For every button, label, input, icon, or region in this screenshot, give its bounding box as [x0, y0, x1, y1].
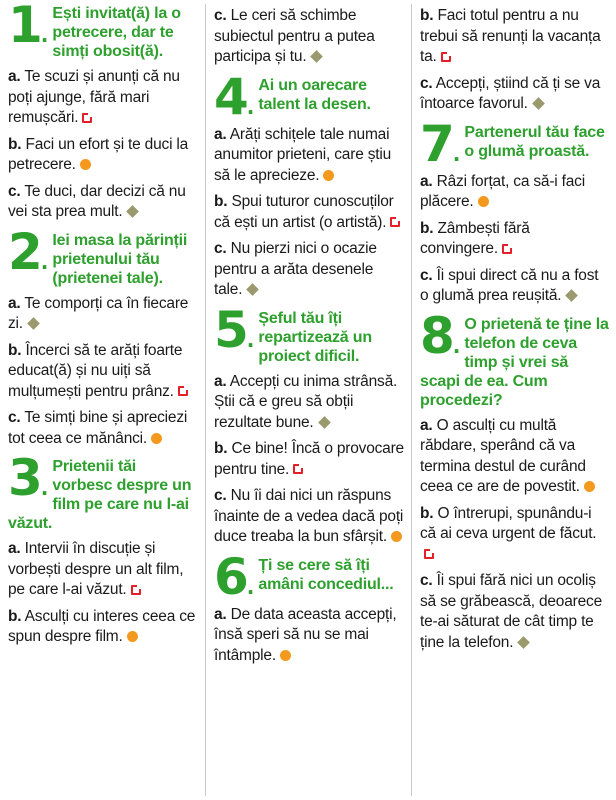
- orange-circle-icon: [323, 170, 334, 181]
- question-heading: [420, 114, 610, 173]
- question-3-continued: [214, 6, 404, 68]
- question-7: [420, 114, 610, 307]
- question-number: 1.: [8, 0, 49, 54]
- column-divider: [411, 4, 412, 796]
- olive-diamond-icon: [246, 284, 259, 297]
- question-number: 5.: [214, 300, 255, 359]
- question-title: Ți se cere să îți amâni concediul...: [258, 556, 394, 593]
- question-6: [214, 547, 404, 667]
- olive-diamond-icon: [27, 318, 40, 331]
- question-title: Prietenii tăi vorbesc despre un film pe care nu l-ai văzut.: [8, 458, 192, 532]
- question-3: [8, 449, 196, 648]
- question-number: 4.: [214, 67, 255, 126]
- answer-option[interactable]: c. Nu pierzi nici o ocazie pentru a arăta desenele tale.: [214, 240, 377, 298]
- answer-option[interactable]: c. Îi spui fără nici un ocoliș să se grăbească, deoarece te-ai săturat de cât timp te ține la telefon.: [420, 572, 602, 651]
- orange-circle-icon: [478, 196, 489, 207]
- answer-option[interactable]: b. Faci totul pentru a nu trebui să renunți la vacanța ta.: [420, 7, 601, 65]
- question-8: [420, 306, 610, 654]
- red-square-icon: [82, 113, 92, 123]
- olive-diamond-icon: [127, 206, 140, 219]
- red-square-icon: [293, 464, 303, 474]
- olive-diamond-icon: [532, 98, 545, 111]
- question-number: 3.: [8, 449, 49, 507]
- question-title: Ai un oarecare talent la desen.: [258, 76, 371, 113]
- question-title: O prietenă te ține la telefon de ceva timp și vrei să scapi de ea. Cum procedezi?: [420, 315, 609, 409]
- question-number: 8.: [420, 306, 461, 365]
- question-6-continued: [420, 6, 610, 115]
- answer-option[interactable]: b. Asculți cu interes ceea ce spun despre film.: [8, 607, 196, 645]
- answer-option[interactable]: c. Nu îi dai nici un răspuns înainte de a vedea dacă poți duce treaba la bun sfârșit.: [214, 487, 404, 545]
- question-title: Iei masa la părinții prietenului tău (prietenei tale).: [52, 231, 188, 287]
- question-title: Ești invitat(ă) la o petrecere, dar te simți obosit(ă).: [52, 5, 181, 60]
- answer-option[interactable]: c. Te simți bine și apreciezi tot ceea ce mănânci.: [8, 409, 188, 447]
- question-heading: [8, 449, 196, 533]
- column-1: [8, 0, 196, 656]
- question-number: 7.: [420, 114, 461, 173]
- answer-option[interactable]: a. Râzi forțat, ca să-i faci plăcere.: [420, 172, 585, 210]
- red-square-icon: [441, 52, 451, 62]
- question-5: [214, 300, 404, 548]
- answer-option[interactable]: b. Spui tuturor cunoscuților că ești un artist (o artistă).: [214, 192, 404, 233]
- orange-circle-icon: [280, 650, 291, 661]
- question-title: Partenerul tău face o glumă proastă.: [464, 123, 605, 160]
- column-divider: [205, 4, 206, 796]
- answer-option[interactable]: c. Te duci, dar decizi că nu vei sta prea mult.: [8, 182, 186, 220]
- question-heading: [420, 306, 610, 410]
- question-heading: [8, 0, 196, 61]
- answer-option[interactable]: a. Accepți cu inima strânsă. Știi că e greu să obții rezultate bune.: [214, 372, 398, 431]
- question-4: [214, 67, 404, 301]
- answer-option[interactable]: b. Încerci să te arăți foarte educat(ă) și nu uiți să mulțumești pentru prânz.: [8, 341, 196, 403]
- answer-option[interactable]: a. O asculți cu multă răbdare, sperând că va termina destul de curând ceea ce are de povestit.: [420, 416, 610, 498]
- red-square-icon: [178, 386, 188, 396]
- red-square-icon: [424, 549, 434, 559]
- column-2: [214, 4, 404, 674]
- answer-option[interactable]: c. Le ceri să schimbe subiectul pentru a putea participa și tu.: [214, 7, 375, 65]
- orange-circle-icon: [127, 631, 138, 642]
- question-heading: [214, 300, 404, 366]
- answer-option[interactable]: b. Ce bine! Încă o provocare pentru tine.: [214, 440, 404, 478]
- olive-diamond-icon: [566, 290, 579, 303]
- question-title: Șeful tău îți repartizează un proiect dificil.: [258, 309, 372, 365]
- answer-option[interactable]: c. Accepți, știind că ți se va întoarce favorul.: [420, 74, 601, 112]
- orange-circle-icon: [584, 481, 595, 492]
- olive-diamond-icon: [311, 51, 324, 64]
- question-heading: [214, 67, 404, 126]
- olive-diamond-icon: [517, 636, 530, 649]
- red-square-icon: [502, 244, 512, 254]
- answer-option[interactable]: b. O întrerupi, spunându-i că ai ceva urgent de făcut.: [420, 504, 610, 566]
- answer-option[interactable]: a. Arăți schițele tale numai anumitor prieteni, care știu să le aprecieze.: [214, 125, 392, 184]
- answer-option[interactable]: c. Îi spui direct că nu a fost o glumă prea reușită.: [420, 266, 599, 304]
- question-heading: [214, 547, 404, 606]
- orange-circle-icon: [391, 531, 402, 542]
- answer-option[interactable]: a. Intervii în discuție și vorbești despre un alt film, pe care l-ai văzut.: [8, 540, 184, 598]
- answer-option[interactable]: a. De data aceasta accepți, însă speri să nu se mai întâmple.: [214, 605, 397, 664]
- red-square-icon: [390, 217, 400, 227]
- answer-option[interactable]: b. Faci un efort și te duci la petrecere.: [8, 135, 189, 173]
- question-number: 6.: [214, 547, 255, 606]
- question-1: [8, 0, 196, 223]
- orange-circle-icon: [151, 433, 162, 444]
- column-3: [420, 4, 610, 661]
- answer-option[interactable]: a. Te scuzi și anunți că nu poți ajunge, fără mari remușcări.: [8, 68, 180, 126]
- answer-option[interactable]: b. Zâmbești fără convingere.: [420, 219, 530, 257]
- question-heading: [8, 222, 196, 288]
- olive-diamond-icon: [318, 416, 331, 429]
- red-square-icon: [131, 585, 141, 595]
- question-2: [8, 222, 196, 450]
- orange-circle-icon: [80, 159, 91, 170]
- answer-option[interactable]: a. Te comporți ca în fiecare zi.: [8, 294, 189, 332]
- question-number: 2.: [8, 222, 49, 281]
